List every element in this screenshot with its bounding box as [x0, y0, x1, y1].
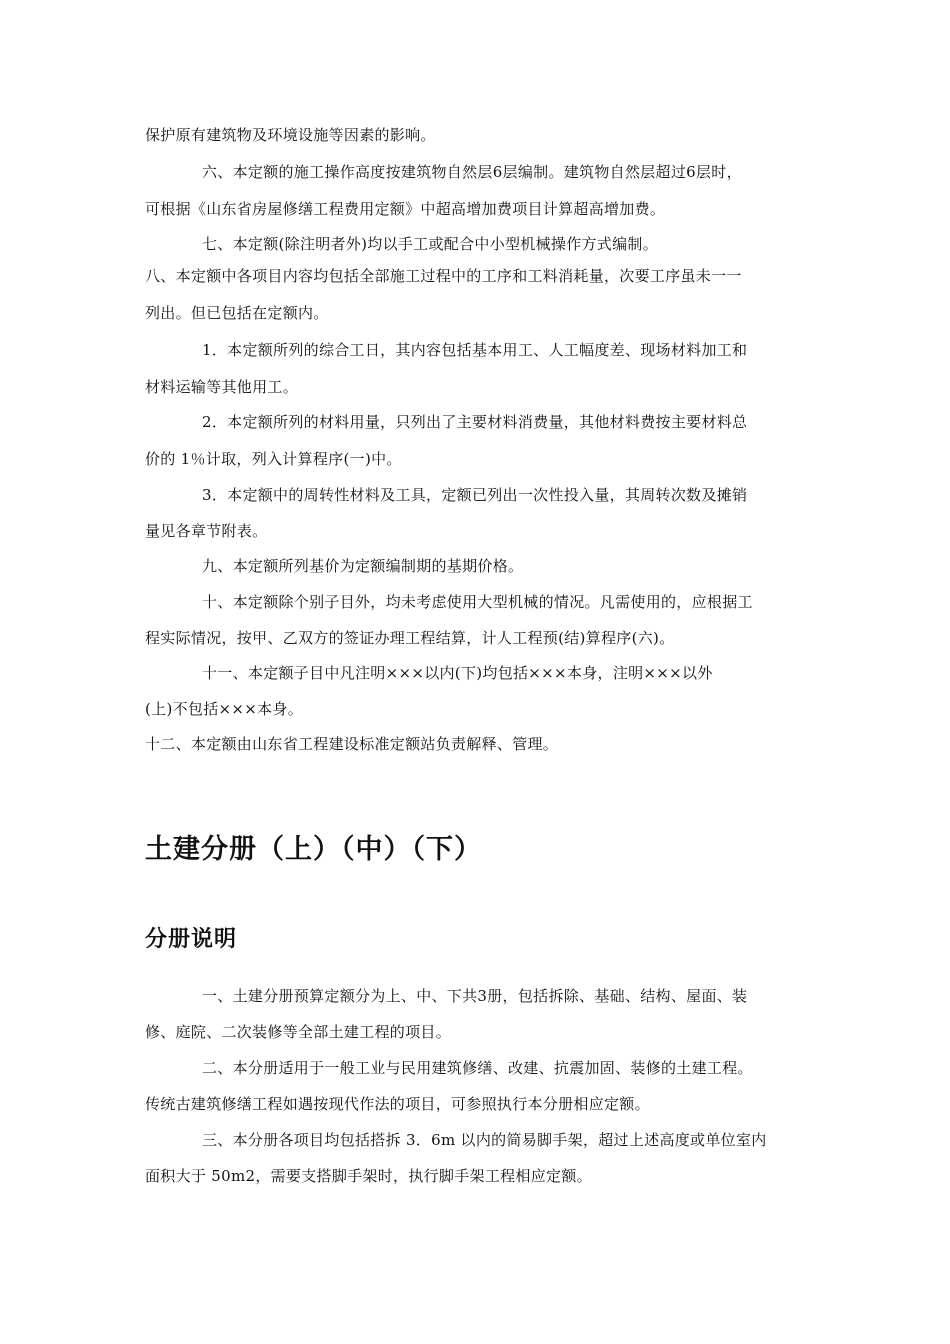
paragraph-line: 可根据《山东省房屋修缮工程费用定额》中超高增加费项目计算超高增加费。 — [145, 200, 666, 218]
section-title: 土建分册（上）（中）（下） — [145, 834, 482, 865]
paragraph-line: 修、庭院、二次装修等全部土建工程的项目。 — [145, 1023, 452, 1041]
paragraph-line: 价的 1％计取，列入计算程序(一)中。 — [145, 450, 402, 468]
paragraph-line: 九、本定额所列基价为定额编制期的基期价格。 — [202, 557, 524, 575]
paragraph-line: 十二、本定额由山东省工程建设标准定额站负责解释、管理。 — [145, 735, 559, 753]
paragraph-line: 材料运输等其他用工。 — [145, 378, 299, 396]
paragraph-line: 一、土建分册预算定额分为上、中、下共3册，包括拆除、基础、结构、屋面、装 — [202, 987, 748, 1005]
paragraph-line: 2．本定额所列的材料用量，只列出了主要材料消费量，其他材料费按主要材料总 — [202, 413, 748, 431]
paragraph-line: (上)不包括×××本身。 — [145, 700, 304, 718]
paragraph-line: 二、本分册适用于一般工业与民用建筑修缮、改建、抗震加固、装修的土建工程。 — [202, 1059, 753, 1077]
section-subtitle: 分册说明 — [145, 927, 238, 952]
paragraph-line: 保护原有建筑物及环境设施等因素的影响。 — [145, 126, 436, 144]
paragraph-line: 程实际情况，按甲、乙双方的签证办理工程结算，计人工程预(结)算程序(六)。 — [145, 629, 675, 647]
paragraph-line: 列出。但已包括在定额内。 — [145, 304, 329, 322]
paragraph-line: 3．本定额中的周转性材料及工具，定额已列出一次性投入量，其周转次数及摊销 — [202, 486, 748, 504]
paragraph-line: 六、本定额的施工操作高度按建筑物自然层6层编制。建筑物自然层超过6层时， — [202, 163, 742, 181]
paragraph-line: 面积大于 50m2，需要支搭脚手架时，执行脚手架工程相应定额。 — [145, 1167, 592, 1185]
paragraph-line: 七、本定额(除注明者外)均以手工或配合中小型机械操作方式编制。 — [202, 235, 659, 253]
paragraph-line: 十一、本定额子目中凡注明×××以内(下)均包括×××本身，注明×××以外 — [202, 664, 713, 682]
paragraph-line: 三、本分册各项目均包括搭拆 3．6m 以内的简易脚手架，超过上述高度或单位室内 — [202, 1131, 767, 1149]
paragraph-line: 十、本定额除个别子目外，均未考虑使用大型机械的情况。凡需使用的，应根据工 — [202, 593, 753, 611]
paragraph-line: 1．本定额所列的综合工日，其内容包括基本用工、人工幅度差、现场材料加工和 — [202, 341, 748, 359]
paragraph-line: 量见各章节附表。 — [145, 522, 268, 540]
paragraph-line: 八、本定额中各项目内容均包括全部施工过程中的工序和工料消耗量，次要工序虽未一一 — [145, 267, 742, 285]
paragraph-line: 传统古建筑修缮工程如遇按现代作法的项目，可参照执行本分册相应定额。 — [145, 1095, 650, 1113]
